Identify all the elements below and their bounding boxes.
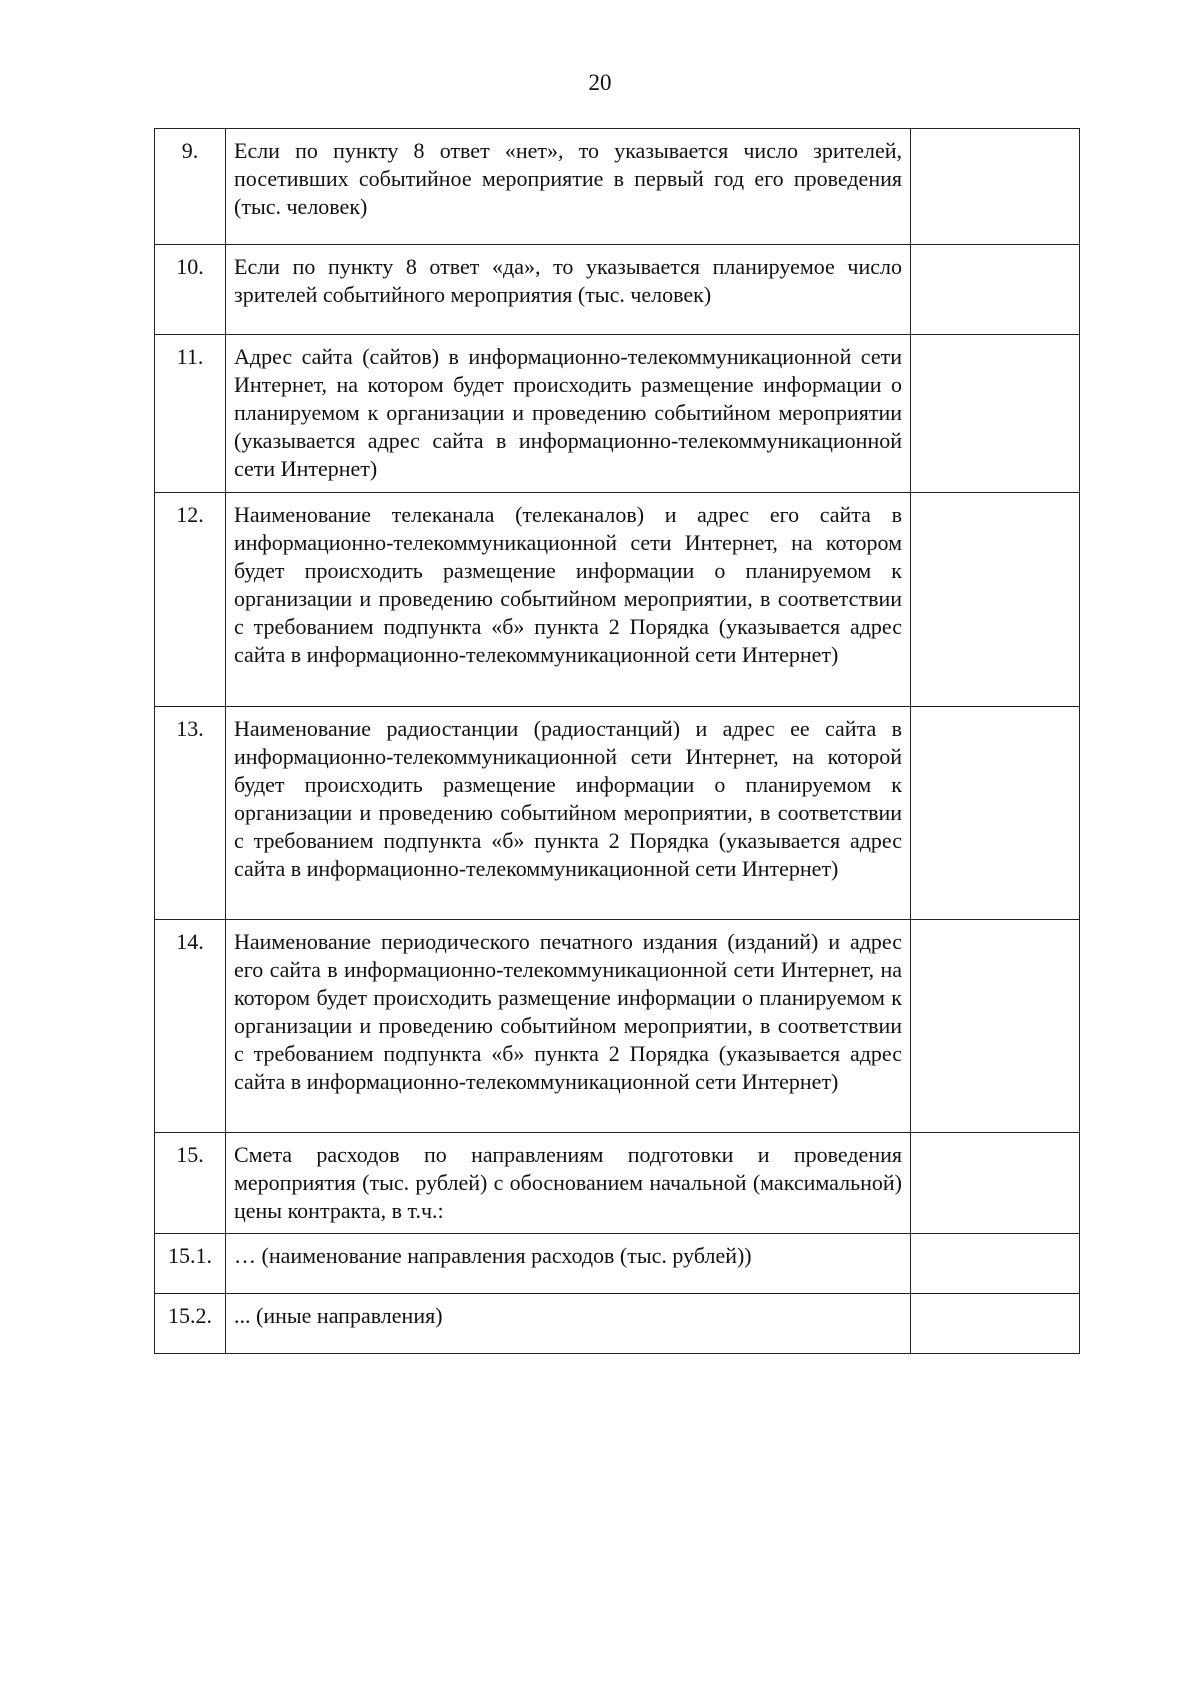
table-row (155, 1294, 1080, 1354)
row-number: 14. (155, 920, 226, 1133)
table-row (155, 920, 1080, 1133)
table-row (155, 707, 1080, 920)
row-value-cell[interactable] (911, 335, 1080, 493)
row-description: Наименование периодического печатного издания (изданий) и адрес его сайта в информационно-телекоммуникационной сети Интернет, на котором будет происходить размещение информации о планируемом к организации и проведению событийном мероприятии, в соответствии с требованием подпункта «б» пункта 2 Порядка (указывается адрес сайта в информационно-телекоммуникационной сети Интернет) (226, 920, 911, 1133)
row-description: Адрес сайта (сайтов) в информационно-телекоммуникационной сети Интернет, на котором будет происходить размещение информации о планируемом к организации и проведению событийном мероприятии (указывается адрес сайта в информационно-телекоммуникационной сети Интернет) (226, 335, 911, 493)
row-value-cell[interactable] (911, 1234, 1080, 1294)
row-value-cell[interactable] (911, 1133, 1080, 1234)
row-description: Смета расходов по направлениям подготовки и проведения мероприятия (тыс. рублей) с обоснованием начальной (максимальной) цены контракта, в т.ч.: (226, 1133, 911, 1234)
row-value-cell[interactable] (911, 129, 1080, 245)
row-value-cell[interactable] (911, 493, 1080, 707)
table-row (155, 493, 1080, 707)
row-description: … (наименование направления расходов (тыс. рублей)) (226, 1234, 911, 1294)
application-form-table (154, 128, 1080, 1354)
row-number: 13. (155, 707, 226, 920)
table-row (155, 335, 1080, 493)
row-number: 15.1. (155, 1234, 226, 1294)
row-description: Если по пункту 8 ответ «да», то указывается планируемое число зрителей событийного мероприятия (тыс. человек) (226, 245, 911, 335)
table-row (155, 129, 1080, 245)
row-number: 10. (155, 245, 226, 335)
row-number: 12. (155, 493, 226, 707)
row-number: 11. (155, 335, 226, 493)
row-value-cell[interactable] (911, 920, 1080, 1133)
row-value-cell[interactable] (911, 1294, 1080, 1354)
row-number: 15.2. (155, 1294, 226, 1354)
row-number: 9. (155, 129, 226, 245)
table-row (155, 1133, 1080, 1234)
table-row (155, 1234, 1080, 1294)
row-description: ... (иные направления) (226, 1294, 911, 1354)
table-row (155, 245, 1080, 335)
row-description: Если по пункту 8 ответ «нет», то указывается число зрителей, посетивших событийное мероприятие в первый год его проведения (тыс. человек) (226, 129, 911, 245)
page-number: 20 (588, 70, 612, 95)
row-value-cell[interactable] (911, 707, 1080, 920)
row-number: 15. (155, 1133, 226, 1234)
row-value-cell[interactable] (911, 245, 1080, 335)
row-description: Наименование радиостанции (радиостанций) и адрес ее сайта в информационно-телекоммуникационной сети Интернет, на которой будет происходить размещение информации о планируемом к организации и проведению событийном мероприятии, в соответствии с требованием подпункта «б» пункта 2 Порядка (указывается адрес сайта в информационно-телекоммуникационной сети Интернет) (226, 707, 911, 920)
row-description: Наименование телеканала (телеканалов) и адрес его сайта в информационно-телекоммуникационной сети Интернет, на котором будет происходить размещение информации о планируемом к организации и проведению событийном мероприятии, в соответствии с требованием подпункта «б» пункта 2 Порядка (указывается адрес сайта в информационно-телекоммуникационной сети Интернет) (226, 493, 911, 707)
